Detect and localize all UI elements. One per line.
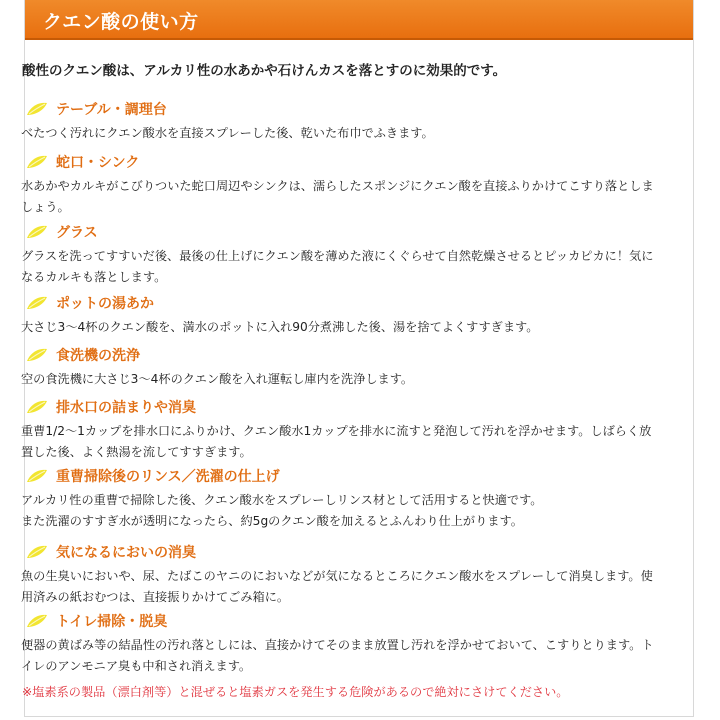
section-text: 便器の黄ばみ等の結晶性の汚れ落としには、直接かけてそのまま放置し汚れを浮かせておいて、こすりとります。トイレのアンモニア臭も中和され消えます。 [21,638,654,673]
section-title: ポットの湯あか [56,296,154,312]
leaf-icon [26,468,48,482]
section-title: グラス [56,225,98,241]
section-heading [20,221,655,243]
section-title: 重曹掃除後のリンス／洗濯の仕上げ [56,469,280,485]
leaf-icon [26,295,48,309]
section-text: また洗濯のすすぎ水が透明になったら、約5gのクエン酸を加えるとふんわり仕上がります。 [21,514,523,528]
section-text: アルカリ性の重曹で掃除した後、クエン酸水をスプレーしリンス材として活用すると快適です。 [21,493,543,507]
page-title: クエン酸の使い方 [43,11,199,33]
section-body [20,490,655,532]
section-heading [20,151,655,173]
warning-note: ※塩素系の製品（漂白剤等）と混ぜると塩素ガスを発生する危険があるので絶対にさけてください。 [22,685,569,699]
section-body [20,123,655,144]
leaf-icon [26,101,48,115]
section-heading [20,610,655,632]
section-heading [20,396,655,418]
section-body [20,246,655,288]
section-text: 重曹1/2～1カップを排水口にふりかけ、クエン酸水1カップを排水に流すと発泡して汚れを浮かせます。しばらく放置した後、よく熱湯を流してすすぎます。 [21,424,652,459]
section-text: 大さじ3～4杯のクエン酸を、満水のポットに入れ90分煮沸した後、湯を捨てよくすすぎます。 [21,320,539,334]
leaf-icon [26,347,48,361]
section-title: 食洗機の洗浄 [56,348,140,364]
intro-text: 酸性のクエン酸は、アルカリ性の水あかや石けんカスを落とすのに効果的です。 [22,63,507,79]
section-title: 蛇口・シンク [56,155,140,171]
section-body [20,369,655,390]
section-body [20,635,655,677]
section-text: 魚の生臭いにおいや、尿、たばこのヤニのにおいなどが気になるところにクエン酸水をスプレーして消臭します。使用済みの紙おむつは、直接振りかけてごみ箱に。 [21,569,653,604]
section-heading [20,344,655,366]
section-text: 空の食洗機に大さじ3～4杯のクエン酸を入れ運転し庫内を洗浄します。 [21,372,414,386]
section-text: べたつく汚れにクエン酸水を直接スプレーした後、乾いた布巾でふきます。 [21,126,434,140]
section-body [20,176,655,218]
section-heading [20,98,655,120]
section-text: 水あかやカルキがこびりついた蛇口周辺やシンクは、濡らしたスポンジにクエン酸を直接ふりかけてこすり落としましょう。 [21,179,654,214]
section-title: トイレ掃除・脱臭 [56,614,168,630]
leaf-icon [26,224,48,238]
section-title: 気になるにおいの消臭 [56,545,196,561]
leaf-icon [26,544,48,558]
usage-section [20,151,655,218]
usage-section [20,465,655,532]
usage-section [20,98,655,144]
section-title: 排水口の詰まりや消臭 [56,400,196,416]
section-heading [20,292,655,314]
usage-section [20,396,655,463]
leaf-icon [26,613,48,627]
usage-section [20,292,655,338]
section-heading [20,541,655,563]
usage-section [20,221,655,288]
leaf-icon [26,154,48,168]
usage-section [20,541,655,608]
usage-section [20,344,655,390]
section-body [20,421,655,463]
leaf-icon [26,399,48,413]
usage-section [20,610,655,677]
section-text: グラスを洗ってすすいだ後、最後の仕上げにクエン酸を薄めた液にくぐらせて自然乾燥させるとピッカピカに！気になるカルキも落とします。 [21,249,654,284]
section-body [20,317,655,338]
header-bar [25,0,693,40]
section-title: テーブル・調理台 [56,102,167,118]
section-heading [20,465,655,487]
section-body [20,566,655,608]
